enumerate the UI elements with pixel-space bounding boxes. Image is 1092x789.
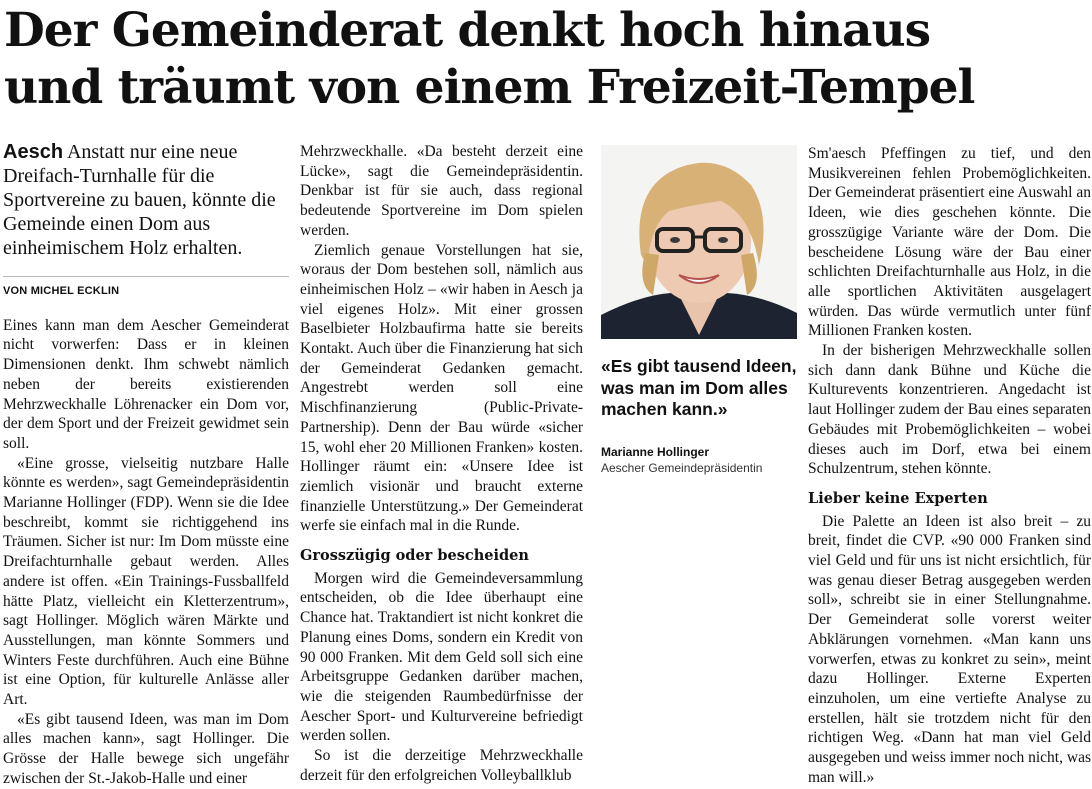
- subheading-grosszuegig: Grosszügig oder bescheiden: [300, 547, 529, 565]
- subheading-experten: Lieber keine Experten: [808, 489, 988, 507]
- article-column-4: [808, 144, 1091, 788]
- lead-text: Anstatt nur eine neue Dreifach-Turnhalle für die Sportvereine zu bauen, könnte die Gemeinde einen Dom aus einheimischem Holz erhalten.: [3, 141, 276, 259]
- article-column-2: [300, 142, 583, 786]
- dateline-place: Aesch: [3, 141, 64, 163]
- headline-line-1: Der Gemeinderat denkt hoch hinaus: [4, 3, 931, 58]
- lead-paragraph: [3, 140, 289, 260]
- article-column-1: [3, 140, 289, 789]
- byline-divider: [3, 276, 289, 277]
- body-paragraph: Morgen wird die Gemeindeversammlung entscheiden, ob die Idee überhaupt eine Chance hat. Traktandiert ist nicht konkret die Planung eines Doms, sondern ein Kredit von 90 000 Franken. Mit dem Geld soll sich eine Arbeitsgruppe Gedanken darüber machen, wie die steigenden Raumbedürfnisse der Aescher Sport- und Kulturvereine befriedigt werden sollen.: [300, 569, 583, 745]
- headline: [4, 2, 1088, 116]
- quote-attribution-name: Marianne Hollinger: [601, 445, 710, 459]
- body-paragraph: Sm'aesch Pfeffingen zu tief, und den Musikvereinen fehlen Probemöglichkeiten. Der Gemeinderat präsentiert eine Auswahl an Ideen, wie dies geschehen könnte. Die grosszügige Variante wäre der Dom. Die bescheidene Lösung wäre der Bau einer schlichten Dreifachturnhalle aus Holz, in die alle sportlichen Aktivitäten ausgelagert würden. Das würde vermutlich unter fünf Millionen Franken kosten.: [808, 145, 1091, 340]
- byline: VON MICHEL ECKLIN: [3, 285, 120, 297]
- body-paragraph: Eines kann man dem Aescher Gemeinderat nicht vorwerfen: Dass er in kleinen Dimensionen denkt. Ihm schwebt nämlich neben der bereits existierenden Mehrzweckhalle Löhrenacker ein Dom vor, der dem Sport und der Freizeit gewidmet sein soll.: [3, 316, 289, 452]
- body-paragraph: Mehrzweckhalle. «Da besteht derzeit eine Lücke», sagt die Gemeindepräsidentin. Denkbar ist für sie auch, dass regional bedeutende Sportvereine im Dom spielen werden.: [300, 143, 583, 239]
- portrait-illustration: [601, 145, 797, 339]
- body-paragraph: So ist die derzeitige Mehrzweckhalle derzeit für den erfolgreichen Volleyballklub: [300, 747, 583, 784]
- quote-attribution-role: Aescher Gemeindepräsidentin: [601, 461, 763, 475]
- headline-line-2: und träumt von einem Freizeit-Tempel: [4, 60, 975, 115]
- body-paragraph: Die Palette an Ideen ist also breit – zu breit, findet die CVP. «90 000 Franken sind viel Geld und für uns ist nicht ersichtlich, für was genau dieser Betrag ausgegeben werden soll», schreibt sie in einer Stellungnahme. Der Gemeinderat solle vorerst weiter Abklärungen vornehmen. «Man kann uns vorwerfen, etwas zu konkret zu sein», meint dazu Hollinger. Externe Experten einzuholen, um eine vertiefte Analyse zu erstellen, hält sie trotzdem nicht für den richtigen Weg. «Dann hat man viel Geld ausgegeben und weiss immer noch nicht, was man will.»: [808, 512, 1091, 786]
- pull-quote: «Es gibt tausend Ideen, was man im Dom alles machen kann.»: [601, 356, 797, 419]
- body-paragraph: Ziemlich genaue Vorstellungen hat sie, woraus der Dom bestehen soll, nämlich aus einheimischen Holz – «wir haben in Aesch ja viel eigenes Holz». Mit einer grossen Baselbieter Holzbaufirma hatte sie bereits Kontakt. Auch über die Finanzierung hat sich der Gemeinderat Gedanken gemacht. Angestrebt werden soll eine Mischfinanzierung (Public-Private-Partnership). Denn der Bau würde «sicher 15, wohl eher 20 Millionen Franken» kosten. Hollinger räumt ein: «Unsere Idee ist ziemlich visionär und braucht externe finanzielle Unterstützung.» Der Gemeinderat werfe sie einfach mal in die Runde.: [300, 241, 583, 535]
- body-paragraph: In der bisherigen Mehrzweckhalle sollen sich dann dank Bühne und Küche die Kulturevents konzentrieren. Angedacht ist laut Hollinger zudem der Bau eines separaten Gebäudes mit Probemöglichkeiten – wobei dieses auch im Dorf, etwa bei einem Schulzentrum, stehen könnte.: [808, 342, 1091, 478]
- body-paragraph: «Eine grosse, vielseitig nutzbare Halle könnte es werden», sagt Gemeindepräsidentin Marianne Hollinger (FDP). Wenn sie die Idee beschreibt, kommt sie richtiggehend ins Träumen. Sicher ist nur: Im Dom müsste eine Dreifachturnhalle gebaut werden. Alles andere ist offen. «Ein Trainings-Fussballfeld hätte Platz, vielleicht ein Kletterzentrum», sagt Hollinger. Möglich wären Märkte und Ausstellungen, man könnte Sommers und Winters Feste durchführen. Auch eine Bühne ist eine Option, für kulturelle Anlässe aller Art.: [3, 454, 289, 709]
- body-paragraph: «Es gibt tausend Ideen, was man im Dom alles machen kann», sagt Hollinger. Die Grösse der Halle bewege sich ungefähr zwischen der St.-Jakob-Halle und einer: [3, 710, 289, 787]
- portrait-photo: [601, 145, 797, 339]
